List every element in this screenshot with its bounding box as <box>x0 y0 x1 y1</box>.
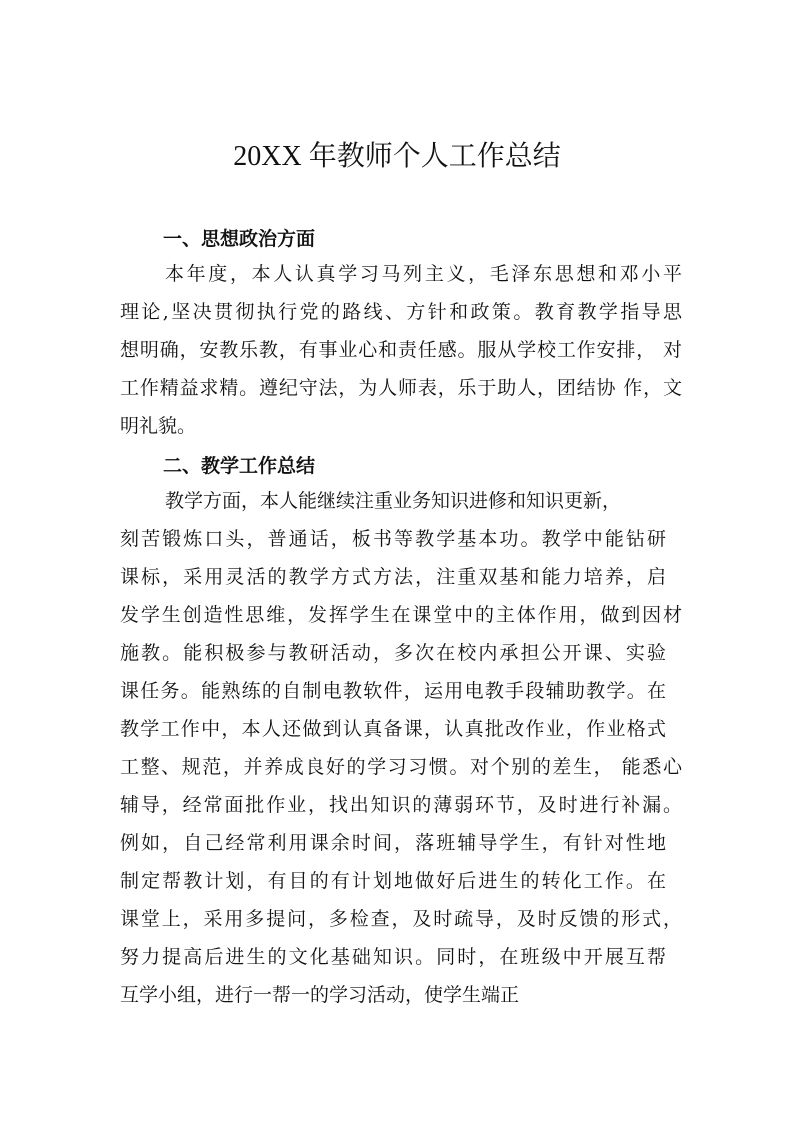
paragraph-line: 想明确，安教乐教，有事业心和责任感。服从学校工作安排， 对 <box>120 339 682 361</box>
paragraph-line: 刻苦锻炼口头，普通话，板书等教学基本功。教学中能钻研 <box>120 528 666 550</box>
paragraph-line: 互学小组，进行一帮一的学习活动，使学生端正 <box>120 984 520 1006</box>
paragraph-line: 发学生创造性思维，发挥学生在课堂中的主体作用，做到因材 <box>120 604 682 626</box>
document-title: 20XX 年教师个人工作总结 <box>233 141 561 172</box>
paragraph-line: 辅导，经常面批作业，找出知识的薄弱环节，及时进行补漏。 <box>120 794 682 816</box>
paragraph-line: 制定帮教计划，有目的有计划地做好后进生的转化工作。在 <box>120 870 666 892</box>
paragraph-line: 工作精益求精。遵纪守法，为人师表，乐于助人，团结协 作，文 <box>120 377 682 399</box>
paragraph-line: 本年度，本人认真学习马列主义，毛泽东思想和邓小平 <box>165 263 682 285</box>
paragraph-line: 教学工作中，本人还做到认真备课，认真批改作业，作业格式 <box>120 718 666 740</box>
paragraph-line: 例如，自己经常利用课余时间，落班辅导学生，有针对性地 <box>120 832 666 854</box>
paragraph-line: 理论,坚决贯彻执行党的路线、方针和政策。教育教学指导思 <box>120 301 682 323</box>
paragraph-line: 课任务。能熟练的自制电教软件，运用电教手段辅助教学。在 <box>120 680 666 702</box>
paragraph-line: 教学方面，本人能继续注重业务知识进修和知识更新， <box>165 490 622 512</box>
paragraph-line: 明礼貌。 <box>120 415 197 437</box>
paragraph-line: 课标，采用灵活的教学方式方法，注重双基和能力培养，启 <box>120 566 666 588</box>
paragraph-line: 课堂上，采用多提问，多检查，及时疏导，及时反馈的形式， <box>120 908 682 930</box>
paragraph-line: 努力提高后进生的文化基础知识。同时，在班级中开展互帮 <box>120 946 666 968</box>
paragraph-line: 工整、规范，并养成良好的学习习惯。对个别的差生， 能悉心 <box>120 756 682 778</box>
paragraph-line: 施教。能积极参与教研活动，多次在校内承担公开课、实验 <box>120 642 666 664</box>
section-heading: 二、教学工作总结 <box>163 455 316 477</box>
section-heading: 一、思想政治方面 <box>163 228 316 250</box>
